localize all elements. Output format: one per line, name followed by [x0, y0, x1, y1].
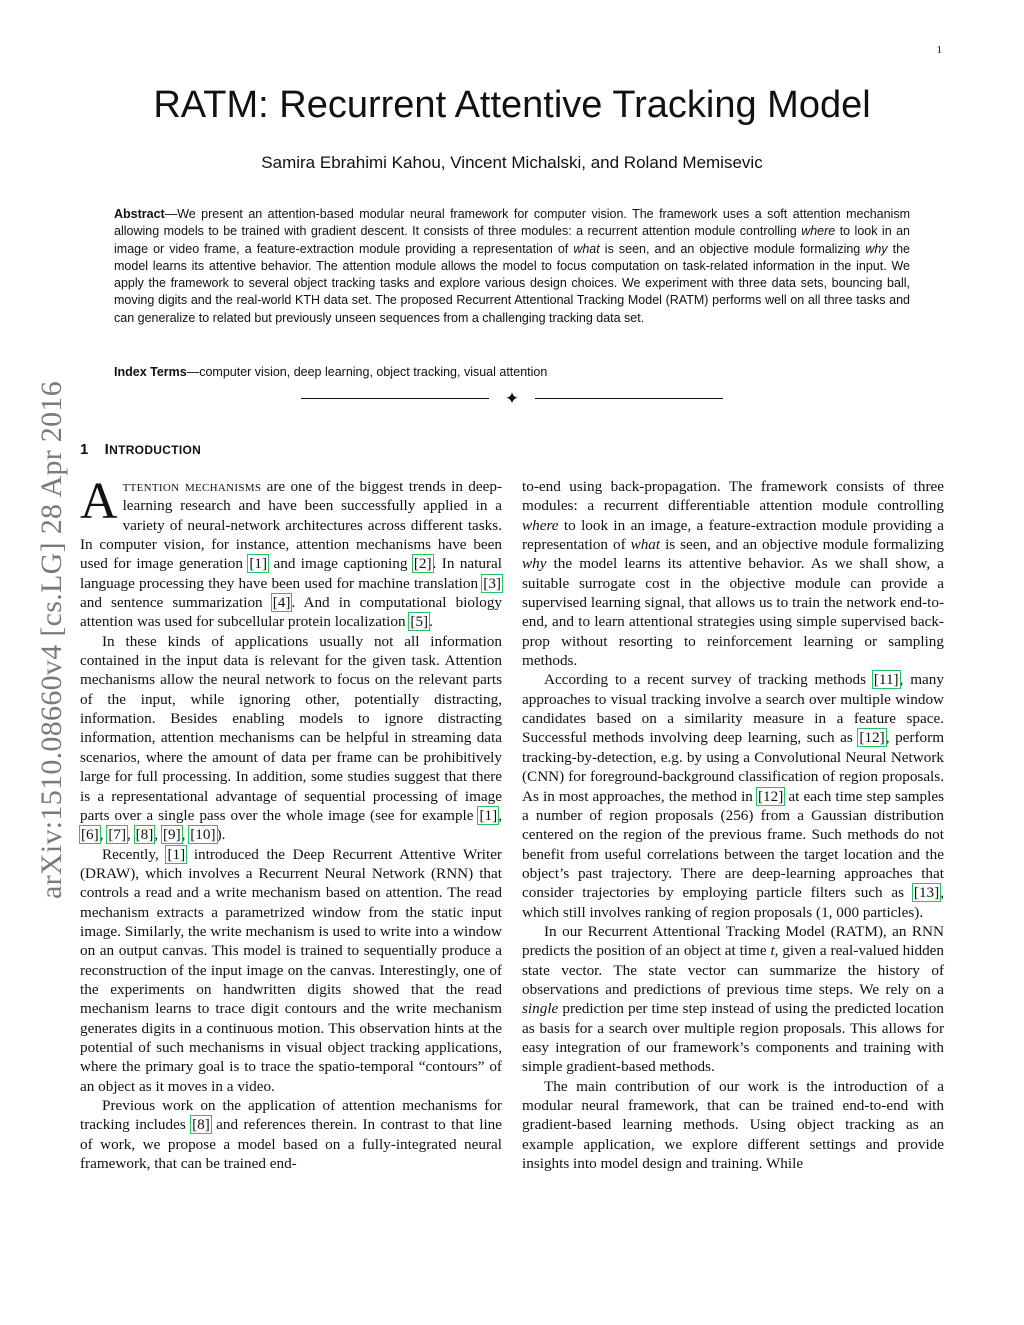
abstract-label: Abstract — [114, 207, 165, 221]
paragraph-text: According to a recent survey of tracking methods — [544, 671, 873, 689]
paragraph-text: Previous work on the application of attention mechanisms for tracking includes — [80, 1097, 502, 1134]
section-heading — [80, 441, 201, 458]
citation-link[interactable]: [4] — [272, 594, 291, 612]
body-column-left — [80, 473, 503, 1173]
paper-title: RATM: Recurrent Attentive Tracking Model — [153, 84, 871, 126]
author-list: Samira Ebrahimi Kahou, Vincent Michalski, and Roland Memisevic — [261, 153, 763, 172]
citation-link[interactable]: [1] — [167, 845, 186, 863]
citation-link[interactable]: [8] — [192, 1116, 210, 1134]
section-number: 1 — [80, 441, 89, 458]
paragraph-text: Recently, — [102, 845, 167, 863]
emphasis-single: single — [522, 1000, 559, 1018]
index-terms — [114, 364, 910, 381]
paragraph-text: . — [429, 613, 433, 631]
paragraph-text: . In natural language processing they have been used for machine translation — [80, 555, 502, 592]
emphasis-what: what — [630, 536, 661, 554]
abstract-text: —We present an attention-based modular neural framework for computer vision. The framework uses a soft attention mechanism allowing models to be trained with gradient descent. It consists of three modules: a recurrent attention module controlling — [114, 207, 910, 239]
paragraph-text: , which still involves ranking of region proposals (1, 000 particles). — [522, 884, 944, 921]
citation-link[interactable]: [3] — [483, 574, 501, 592]
emphasis-why: why — [522, 555, 547, 573]
paragraph — [80, 1096, 502, 1173]
citation-link[interactable]: [5] — [410, 613, 429, 631]
paragraph-text: , many approaches to visual tracking involve a search over multiple window candidates based on a similarity measure in a feature space. Successful methods involving deep learning, such as — [522, 671, 944, 747]
abstract-emphasis-where: where — [801, 224, 836, 239]
divider-rule-right — [535, 398, 723, 399]
paragraph — [80, 632, 502, 845]
abstract-text: is seen, and an objective module formalizing — [599, 241, 866, 256]
arxiv-identifier-stamp: arXiv:1510.08660v4 [cs.LG] 28 Apr 2016 — [35, 380, 68, 900]
separator: , — [127, 826, 135, 844]
separator: , — [99, 826, 108, 844]
paragraph-text: ). — [216, 826, 226, 844]
abstract-emphasis-why: why — [865, 241, 888, 256]
citation-link[interactable]: [11] — [873, 671, 899, 689]
separator: , — [154, 826, 162, 844]
index-terms-label: Index Terms — [114, 365, 187, 379]
citation-link[interactable]: [1] — [249, 555, 268, 573]
paragraph-text: at each time step samples a number of region proposals (256) from a Gaussian distribution centered on the region of the previous frame. Such methods do not benefit from useful correlations between the target location and the object’s past trajectory. There are deep-learning approaches that consider trajectories by employing particle filters such as — [522, 787, 944, 902]
lead-in-smallcaps: ttention mechanisms — [122, 478, 262, 495]
paragraph-text: introduced the Deep Recurrent Attentive Writer (DRAW), which involves a Recurrent Neural Network (RNN) that controls a read and a write mechanism based on attention. The read mechanism extracts a parametrized window from the static input image. Similarly, the write mechanism is used to write into a window on an output canvas. This model is trained to sequentially produce a reconstruction of the input image on the canvas. Interestingly, one of the experiments on handwritten digits showed that the read mechanism learns to trace digit contours and the write mechanism generates digits in a continuous motion. This observation hints at the potential of such mechanisms in visual object tracking applications, where the primary goal is to trace the spatio-temporal “contours” of an object as it moves in a video. — [80, 845, 502, 1095]
section-divider — [301, 389, 723, 409]
citation-link[interactable]: [6] — [81, 826, 99, 844]
paragraph — [522, 477, 944, 670]
paragraph-text: The main contribution of our work is the introduction of a modular neural framework, that can be trained end-to-end with gradient-based learning methods. Using object tracking as an example application, we explore different settings and provide insights into model design and training. While — [522, 1077, 944, 1173]
citation-link[interactable]: [9] — [162, 826, 181, 844]
paragraph-text: , given a real-valued hidden state vector. The state vector can summarize the history of observations and predictions of previous time steps. We rely on a — [522, 942, 944, 998]
divider-rule-left — [301, 398, 489, 399]
separator: , — [181, 826, 190, 844]
paragraph-text: to look in an image, a feature-extraction module providing a representation of — [522, 516, 944, 554]
citation-link[interactable]: [2] — [413, 555, 432, 573]
paragraph-text: and references therein. In contrast to that line of work, we propose a model based on a fully-integrated neural framework, that can be trained end- — [80, 1116, 502, 1173]
emphasis-where: where — [522, 516, 559, 534]
citation-link[interactable]: [13] — [913, 884, 940, 902]
paragraph-text: is seen, and an objective module formalizing — [660, 536, 944, 554]
paragraph — [522, 922, 944, 1077]
index-terms-text: —computer vision, deep learning, object tracking, visual attention — [186, 365, 548, 379]
page-number: 1 — [936, 44, 942, 56]
abstract-emphasis-what: what — [573, 241, 600, 256]
citation-link[interactable]: [1] — [479, 806, 498, 824]
citation-link[interactable]: [8] — [135, 826, 154, 844]
section-title-initial: I — [104, 441, 110, 458]
paragraph — [80, 473, 503, 632]
paragraph — [522, 670, 944, 921]
paragraph-text: are one of the biggest trends in deep-learning research and have been successfully applied in a variety of neural-network architectures across different tasks. In computer vision, for instance, attention mechanisms have been used for image generation — [80, 478, 502, 573]
paragraph-text: the model learns its attentive behavior. As we shall show, a suitable surrogate cost in the objective module can provide a supervised learning signal, that allows us to train the network end-to-end, and to learn attentional strategies using simple supervised back-prop without resorting to reinforcement learning or sampling methods. — [522, 555, 944, 670]
paragraph — [522, 1077, 944, 1174]
paragraph-text: In these kinds of applications usually not all information contained in the input data is relevant for the given task. Attention mechanisms allow the neural network to focus on the relevant parts of the input, while ignoring other, potentially distracting, information. Besides enabling models to ignore distracting information, attention mechanisms can be helpful in streaming data scenarios, where the amount of data per frame can be prohibitively large for full processing. In addition, some studies suggest that there is a representational advantage of sequential processing of image parts over a single pass over the whole image (see for example — [80, 632, 502, 824]
citation-link[interactable]: [12] — [757, 787, 784, 805]
citation-link[interactable]: [10] — [190, 826, 216, 844]
citation-link[interactable]: [7] — [108, 826, 127, 844]
separator: , — [498, 806, 502, 824]
drop-cap: A — [80, 473, 118, 530]
paragraph-text: and sentence summarization — [80, 594, 272, 612]
paragraph-text: and image captioning — [268, 555, 413, 573]
abstract — [114, 206, 910, 327]
citation-link[interactable]: [12] — [859, 729, 885, 747]
body-column-right — [522, 477, 944, 1173]
abstract-text: the model learns its attentive behavior. The attention module allows the model to focus computation on task-related information in the input. We apply the framework to several object tracking tasks and explore various design choices. We experiment with three data sets, bouncing ball, moving digits and the real-world KTH data set. The proposed Recurrent Attentional Tracking Model (RATM) performs well on all three tasks and can generalize to related but previously unseen sequences from a challenging tracking data set. — [114, 241, 910, 325]
paragraph-text: , perform tracking-by-detection, e.g. by using a Convolutional Neural Network (CNN) for foreground-background classification of region proposals. As in most approaches, the method in — [522, 729, 945, 805]
emphasis-variable-t: t — [770, 942, 775, 960]
paragraph-text: to-end using back-propagation. The framework consists of three modules: a recurrent differentiable attention module controlling — [522, 478, 944, 515]
divider-ornament-icon: ✦ — [504, 389, 520, 408]
paragraph-text: In our Recurrent Attentional Tracking Model (RATM), an RNN predicts the position of an object at time — [522, 922, 944, 960]
abstract-text: to look in an image or video frame, a feature-extraction module providing a representation of — [114, 224, 910, 256]
section-title-rest: NTRODUCTION — [109, 443, 202, 457]
paragraph-text: prediction per time step instead of using the predicted location as basis for a search over multiple region proposals. This allows for easy integration of our framework’s components and training with simple gradient-based methods. — [522, 1000, 944, 1076]
paragraph — [80, 845, 502, 1096]
paragraph-text: . And in computational biology attention was used for subcellular protein localization — [80, 594, 503, 631]
